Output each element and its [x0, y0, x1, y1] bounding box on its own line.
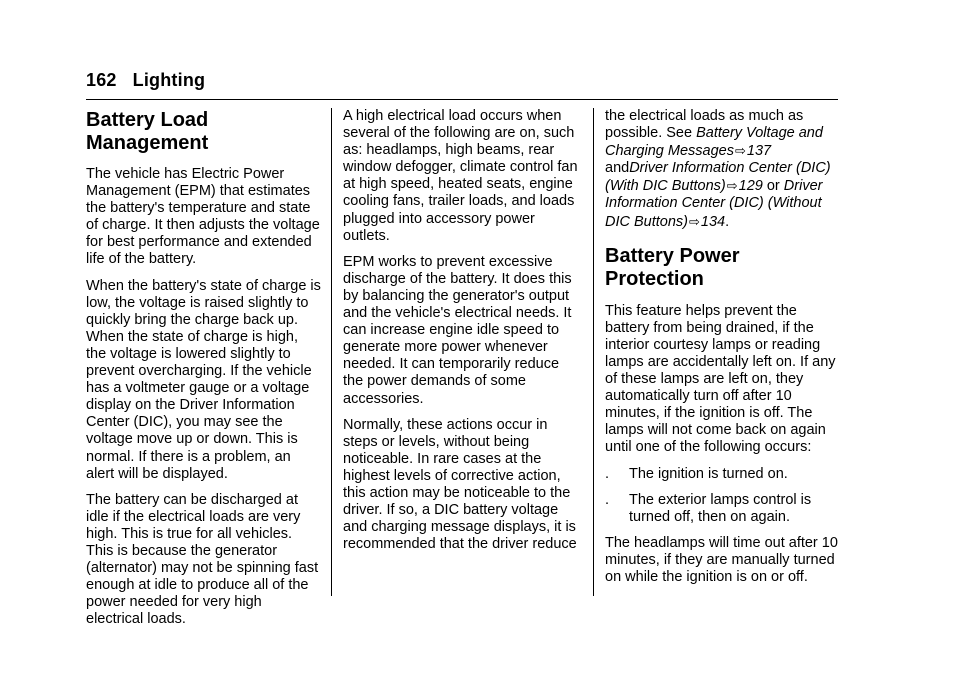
paragraph: A high electrical load occurs when several of the following are on, such as: headlamps, high beams, rear window defogger, climate control fan at high speed, heated seats, engine cooling fans, trailer loads, and loads plugged into accessory power outlets. — [343, 108, 578, 244]
page-ref-arrow-icon: ⇨ — [726, 178, 738, 194]
column-1 — [86, 109, 322, 637]
page-number: 162 — [86, 70, 117, 90]
column-3 — [605, 108, 841, 595]
list-item: . The ignition is turned on. — [605, 465, 788, 482]
page-ref-arrow-icon: ⇨ — [689, 213, 700, 229]
bullet-list — [605, 466, 841, 526]
list-item: . The exterior lamps control is turned off, then on again. — [605, 491, 812, 525]
paragraph: EPM works to prevent excessive discharge of the battery. It does this by balancing the generator's output and the vehicle's electrical needs. It can increase engine idle speed to generate more power whenever needed. It can temporarily reduce the power demands of some accessories. — [343, 253, 572, 407]
column-divider — [331, 108, 332, 596]
page-ref-number: 134 — [700, 213, 726, 230]
section-title: Lighting — [132, 70, 206, 90]
page-header — [86, 70, 205, 91]
paragraph: This feature helps prevent the battery from being drained, if the interior courtesy lamps or reading lamps are accidentally left on. If any of these lamps are left on, they automatically turn off after 10 minutes, if the ignition is off. The lamps will not come back on again until one of the following occurs: — [605, 302, 836, 456]
page-ref-number: 137 — [746, 143, 772, 160]
paragraph: The vehicle has Electric Power Management (EPM) that estimates the battery's temperature and state of charge. It then adjusts the voltage for best performance and extended life of the battery. — [86, 166, 320, 268]
header-divider — [86, 99, 838, 100]
heading-battery-load-management: Battery Load Management — [86, 109, 209, 154]
column-2 — [343, 108, 579, 562]
link-dic-without-buttons[interactable]: Driver Information Center (DIC) (Without DIC Buttons) — [605, 178, 823, 230]
paragraph: The battery can be discharged at idle if the electrical loads are very high. This is true for all vehicles. This is because the generator (alternator) may not be spinning fast enough at idle to produce all of the power needed for very high electrical loads. — [86, 491, 319, 628]
bullet-icon: . — [605, 465, 610, 482]
link-dic-with-buttons[interactable]: Driver Information Center (DIC) (With DIC Buttons) — [605, 160, 831, 195]
bullet-icon: . — [605, 491, 610, 508]
column-divider — [593, 108, 594, 596]
paragraph: The headlamps will time out after 10 minutes, if they are manually turned on while the ignition is on or off. — [605, 534, 838, 585]
paragraph: Normally, these actions occur in steps or levels, without being noticeable. In rare cases at the highest levels of corrective action, this action may be noticeable to the driver. If so, a DIC battery voltage and charging message displays, it is recommended that the driver reduce — [343, 416, 577, 553]
paragraph: When the battery's state of charge is low, the voltage is raised slightly to quickly bring the charge back up. When the state of charge is high, the voltage is lowered slightly to prevent overcharging. If the vehicle has a voltmeter gauge or a voltage display on the Driver Information Center (DIC), you may see the voltage move up or down. This is normal. If there is a problem, an alert will be displayed. — [86, 277, 321, 482]
heading-battery-power-protection: Battery Power Protection — [605, 244, 740, 290]
cross-reference-paragraph: the electrical loads as much as possible. See Battery Voltage and Charging Messages⇨137 andDriver Information Center (DIC) (With DIC Buttons)⇨129 or Driver Information Center (DIC) (Without DIC Buttons)⇨134. — [605, 108, 831, 230]
page-ref-arrow-icon: ⇨ — [734, 143, 746, 159]
page-ref-number: 129 — [738, 178, 763, 195]
link-battery-voltage-messages[interactable]: Battery Voltage and Charging Messages — [605, 125, 823, 160]
